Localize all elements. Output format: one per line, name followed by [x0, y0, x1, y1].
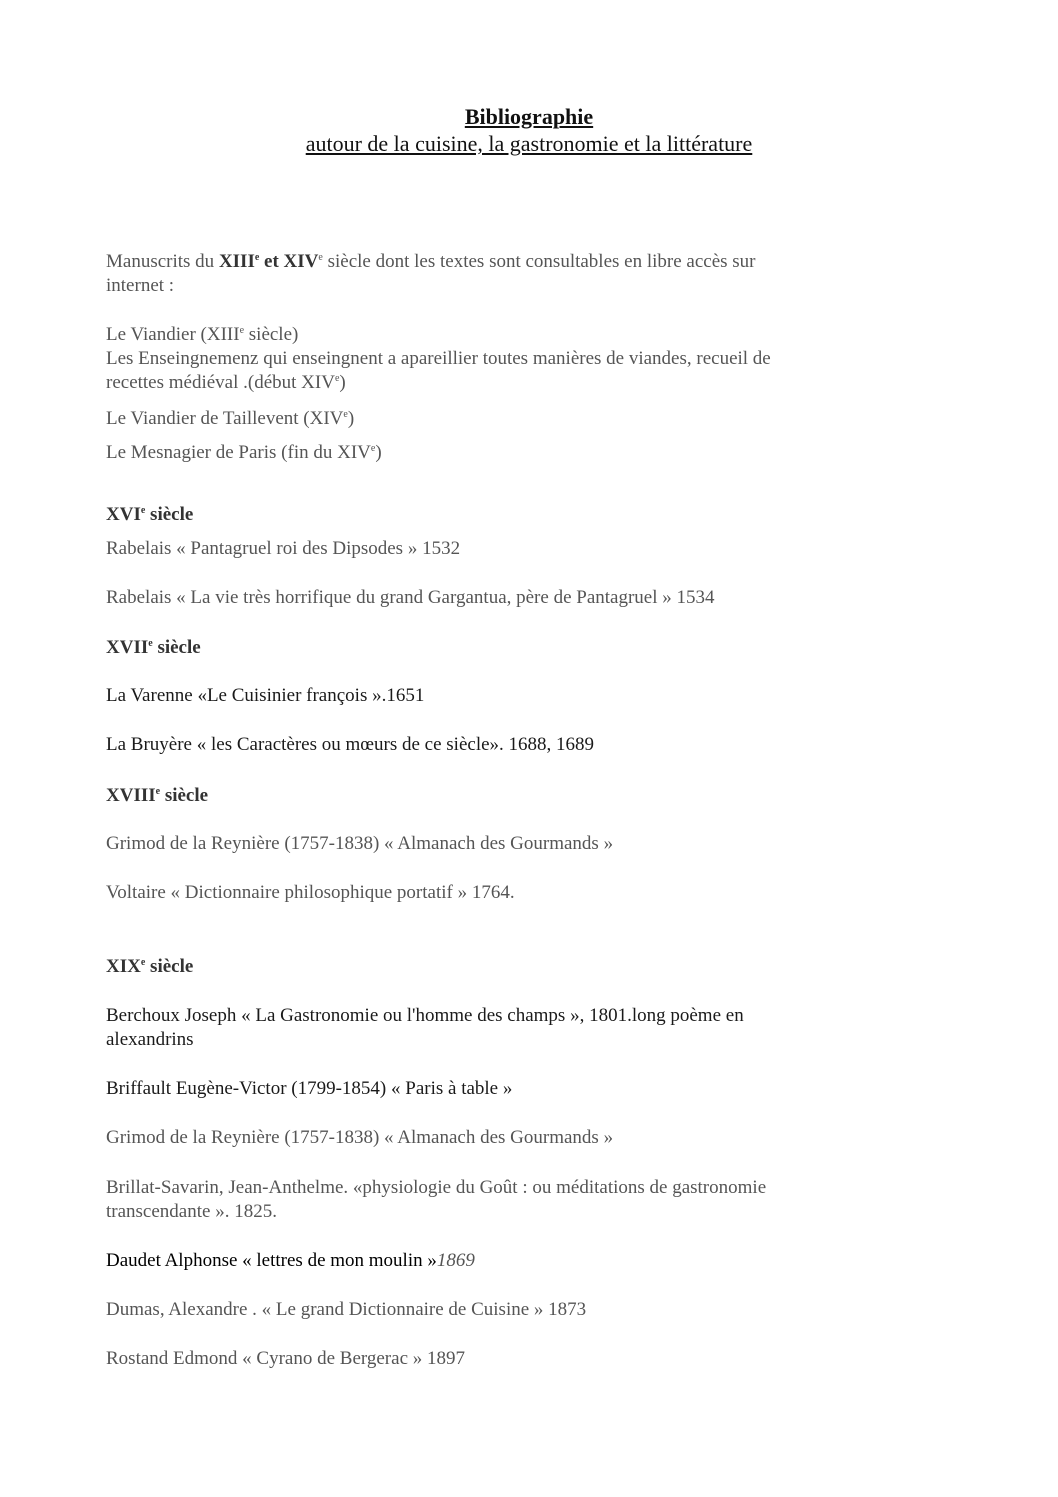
entry-text: siècle): [244, 324, 299, 345]
list-item: Rabelais « La vie très horrifique du grand Gargantua, père de Pantagruel » 1534: [106, 587, 715, 608]
intro-century-xiii: XIII: [218, 251, 255, 272]
list-item: Brillat-Savarin, Jean-Anthelme. «physiologie du Goût : ou méditations de gastronomie: [106, 1177, 767, 1198]
list-item: Voltaire « Dictionnaire philosophique portatif » 1764.: [106, 882, 515, 903]
entry-text: ): [375, 442, 382, 463]
list-item: Rostand Edmond « Cyrano de Bergerac » 1897: [106, 1348, 465, 1369]
manuscripts-intro: [106, 250, 906, 274]
intro-text-end: siècle dont les textes sont consultables en libre accès sur: [322, 251, 756, 272]
entry-text: Le Viandier (XIII: [106, 324, 240, 345]
list-item: Les Enseingnemenz qui enseingnent a apareillier toutes manières de viandes, recueil de: [106, 348, 771, 369]
list-item: Grimod de la Reynière (1757-1838) « Almanach des Gourmands »: [106, 1127, 614, 1148]
list-item-continued: [106, 371, 906, 395]
superscript: e: [370, 443, 376, 454]
list-item-continued: transcendante ». 1825.: [106, 1201, 277, 1222]
heading-text: XVII: [106, 637, 149, 658]
entry-text: recettes médiéval .(début XIV: [106, 372, 335, 393]
section-heading-xvi: [106, 503, 906, 527]
section-heading-xviii: [106, 784, 906, 808]
heading-text: siècle: [160, 785, 209, 806]
list-item: [106, 323, 906, 347]
list-item: Grimod de la Reynière (1757-1838) « Almanach des Gourmands »: [106, 833, 614, 854]
list-item: Berchoux Joseph « La Gastronomie ou l'homme des champs », 1801.long poème en: [106, 1005, 744, 1026]
intro-text: Manuscrits du: [106, 251, 219, 272]
list-item: [106, 441, 906, 465]
superscript: e: [343, 409, 348, 420]
heading-text: siècle: [145, 956, 194, 977]
entry-text: Le Mesnagier de Paris (fin du XIV: [106, 442, 371, 463]
page-subtitle: autour de la cuisine, la gastronomie et la littérature: [305, 131, 753, 156]
superscript: e: [155, 786, 161, 797]
superscript: e: [239, 325, 245, 336]
list-item-continued: alexandrins: [106, 1029, 194, 1050]
intro-century-xiv: et XIV: [259, 251, 319, 272]
list-item: [106, 1249, 906, 1273]
list-item: Rabelais « Pantagruel roi des Dipsodes » 1532: [106, 538, 461, 559]
section-heading-xix: [106, 955, 906, 979]
superscript: e: [140, 505, 146, 516]
superscript: e: [334, 373, 340, 384]
section-heading-xvii: [106, 636, 906, 660]
superscript: e: [318, 252, 323, 263]
entry-text: ): [347, 408, 355, 429]
list-item: La Bruyère « les Caractères ou mœurs de ce siècle». 1688, 1689: [106, 734, 595, 755]
heading-text: siècle: [145, 504, 194, 525]
list-item: [106, 407, 906, 431]
manuscripts-intro-line2: internet :: [106, 275, 175, 296]
entry-year: 1869: [436, 1250, 475, 1271]
list-item: La Varenne «Le Cuisinier françois ».1651: [106, 685, 425, 706]
superscript: e: [254, 252, 260, 263]
heading-text: XIX: [106, 956, 141, 977]
heading-text: siècle: [152, 637, 201, 658]
superscript: e: [140, 957, 146, 968]
superscript: e: [148, 638, 153, 649]
entry-text: ): [339, 372, 346, 393]
entry-text: Daudet Alphonse « lettres de mon moulin »: [106, 1250, 437, 1271]
entry-text: Le Viandier de Taillevent (XIV: [106, 408, 344, 429]
list-item: Briffault Eugène-Victor (1799-1854) « Paris à table »: [106, 1078, 513, 1099]
page-title: Bibliographie: [464, 104, 594, 129]
heading-text: XVI: [106, 504, 141, 525]
list-item: Dumas, Alexandre . « Le grand Dictionnaire de Cuisine » 1873: [106, 1299, 587, 1320]
heading-text: XVIII: [106, 785, 156, 806]
